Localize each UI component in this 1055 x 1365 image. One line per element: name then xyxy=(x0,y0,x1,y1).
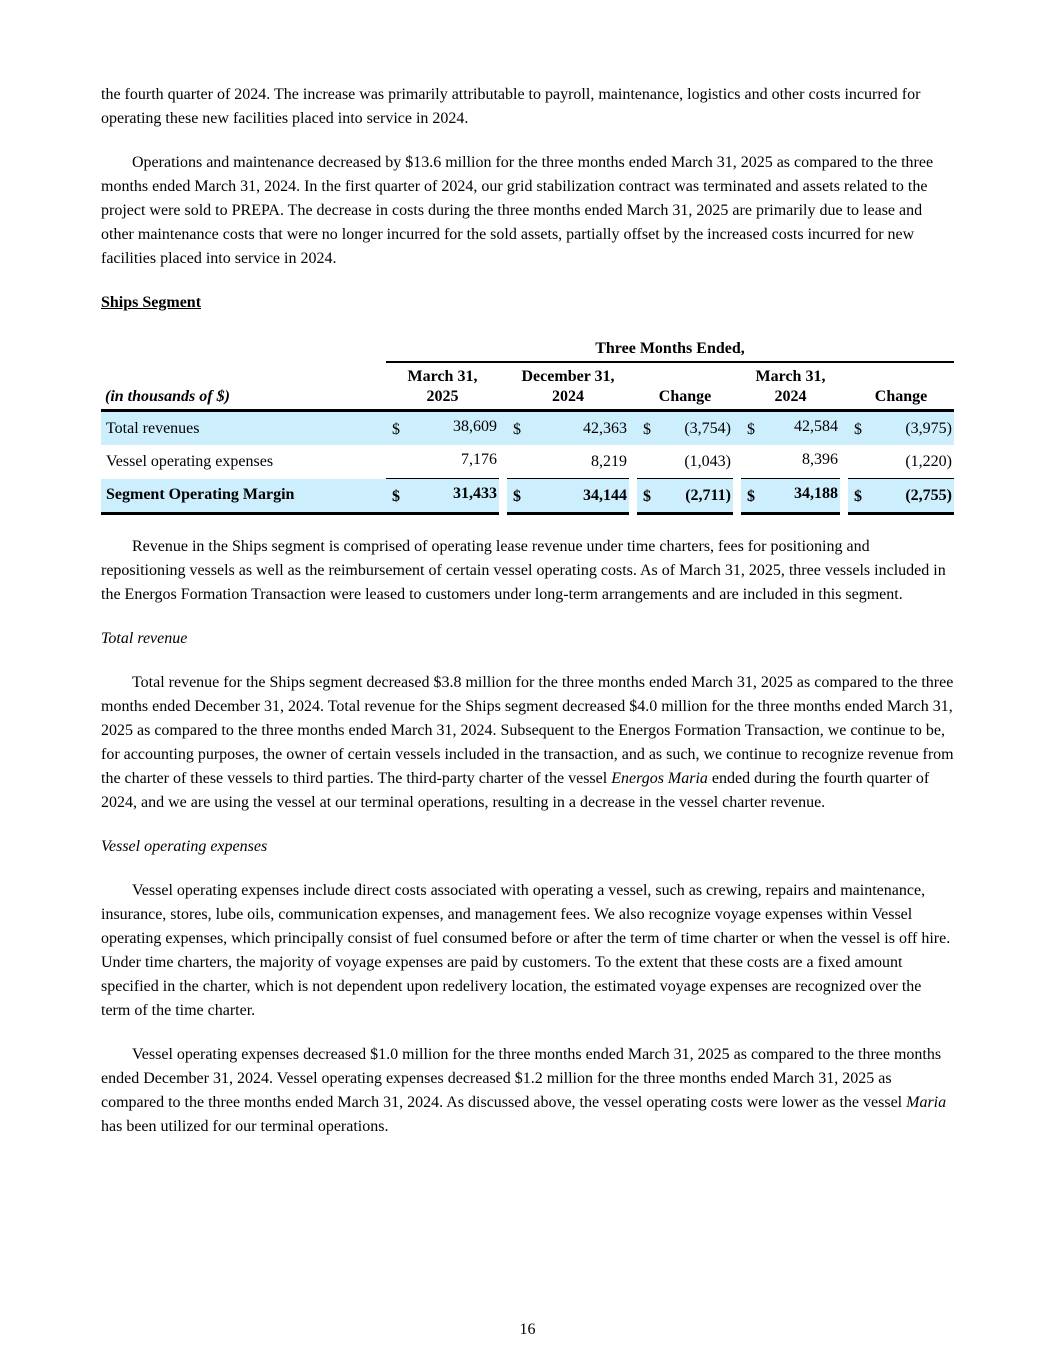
currency-symbol: $ xyxy=(637,411,651,446)
currency-symbol: $ xyxy=(507,479,521,514)
cell-value: 34,188 xyxy=(755,479,840,514)
section-heading: Ships Segment xyxy=(101,294,202,311)
cell-value: 34,144 xyxy=(521,479,629,514)
row-label: Total revenues xyxy=(101,411,386,446)
cell-value: (3,975) xyxy=(862,411,954,446)
cell-value: 8,219 xyxy=(521,445,629,479)
row-label: Segment Operating Margin xyxy=(101,479,386,514)
currency-symbol: $ xyxy=(741,411,755,446)
cell-value: 8,396 xyxy=(755,445,840,479)
currency-symbol: $ xyxy=(386,411,400,446)
vessel-name: Energos Maria xyxy=(611,770,708,787)
currency-symbol: $ xyxy=(848,411,862,446)
paragraph: Total revenue for the Ships segment decreased $3.8 million for the three months ended March 31, 2025 as compared to the three months ended December 31, 2024. Total revenue for the Ships segment decreased $4.0 million for the three months ended March 31, 2025 as compared to the three months ended March 31, 2024. Subsequent to the Energos Formation Transaction, we continue to be, for accounting purposes, the owner of certain vessels included in the transaction, and as such, we continue to recognize revenue from the charter of these vessels to third parties. The third-party charter of the vessel Energos Maria ended during the fourth quarter of 2024, and we are using the vessel at our terminal operations, resulting in a decrease in the vessel charter revenue. xyxy=(101,674,954,811)
subheading: Vessel operating expenses xyxy=(101,838,268,855)
paragraph: Vessel operating expenses include direct costs associated with operating a vessel, such as crewing, repairs and maintenance, insurance, stores, lube oils, communication expenses, and management fees. We also recognize voyage expenses within Vessel operating expenses, which principally consist of fuel consumed before or after the term of time charter or when the vessel is off hire. Under time charters, the majority of voyage expenses are paid by customers. To the extent that these costs are a fixed amount specified in the charter, which is not dependent upon redelivery location, the estimated voyage expenses are recognized over the term of the time charter. xyxy=(101,882,951,1019)
unit-label: (in thousands of $) xyxy=(101,362,386,411)
paragraph: Revenue in the Ships segment is comprised of operating lease revenue under time charters, fees for positioning and repositioning vessels as well as the reimbursement of certain vessel operating costs. As of March 31, 2025, three vessels included in the Energos Formation Transaction were leased to customers under long-term arrangements and are included in this segment. xyxy=(101,538,946,603)
column-header-mar-2025: March 31, 2025 xyxy=(386,362,499,411)
table-group-header: Three Months Ended, xyxy=(386,337,954,362)
cell-value: (1,220) xyxy=(862,445,954,479)
currency-symbol: $ xyxy=(507,411,521,446)
paragraph: the fourth quarter of 2024. The increase was primarily attributable to payroll, maintenance, logistics and other costs incurred for operating these new facilities placed into service in 2024. xyxy=(101,86,921,127)
cell-value: (1,043) xyxy=(651,445,733,479)
ships-segment-table xyxy=(101,337,954,515)
page-content xyxy=(101,83,954,1159)
cell-value: 7,176 xyxy=(400,445,499,479)
currency-symbol: $ xyxy=(386,479,400,514)
currency-symbol: $ xyxy=(637,479,651,514)
column-header-change-2: Change xyxy=(848,362,954,411)
row-label: Vessel operating expenses xyxy=(106,452,274,470)
cell-value: 31,433 xyxy=(400,479,499,514)
currency-symbol: $ xyxy=(848,479,862,514)
column-header-dec-2024: December 31, 2024 xyxy=(507,362,629,411)
paragraph: Operations and maintenance decreased by $13.6 million for the three months ended March 31, 2025 as compared to the three months ended March 31, 2024. In the first quarter of 2024, our grid stabilization contract was terminated and assets related to the project were sold to PREPA. The decrease in costs during the three months ended March 31, 2025 are primarily due to lease and other maintenance costs that were no longer incurred for the sold assets, partially offset by the increased costs incurred for new facilities placed into service in 2024. xyxy=(101,154,934,267)
cell-value: 42,363 xyxy=(521,411,629,446)
vessel-name: Maria xyxy=(906,1094,947,1111)
cell-value: 42,584 xyxy=(755,411,840,446)
cell-value: 38,609 xyxy=(400,411,499,446)
table-row-total xyxy=(101,479,954,514)
page-number: 16 xyxy=(519,1321,536,1338)
table-row xyxy=(101,411,954,446)
cell-value: (3,754) xyxy=(651,411,733,446)
column-header-mar-2024: March 31, 2024 xyxy=(741,362,840,411)
table-row xyxy=(101,445,954,479)
cell-value: (2,711) xyxy=(651,479,733,514)
cell-value: (2,755) xyxy=(862,479,954,514)
subheading: Total revenue xyxy=(101,630,188,647)
column-header-change-1: Change xyxy=(637,362,733,411)
paragraph: Vessel operating expenses decreased $1.0 million for the three months ended March 31, 2025 as compared to the three months ended December 31, 2024. Vessel operating expenses decreased $1.2 million for the three months ended March 31, 2025 as compared to the three months ended March 31, 2024. As discussed above, the vessel operating costs were lower as the vessel Maria has been utilized for our terminal operations. xyxy=(101,1046,947,1135)
currency-symbol: $ xyxy=(741,479,755,514)
